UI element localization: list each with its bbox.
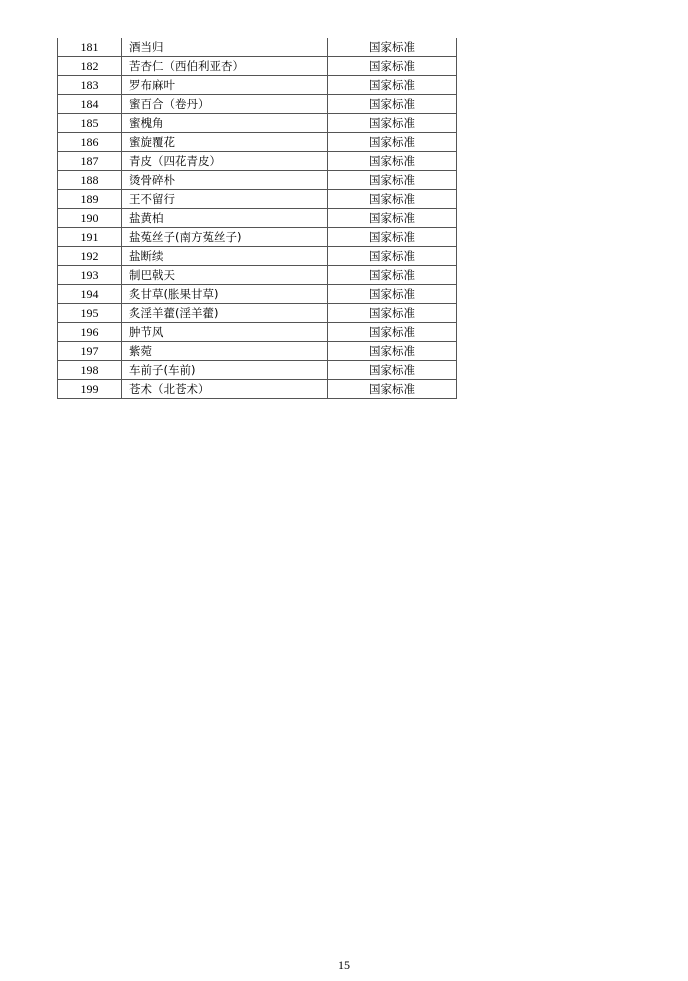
table-row bbox=[58, 304, 457, 323]
herb-name-cell: 蜜旋覆花 bbox=[122, 133, 328, 152]
standard-cell: 国家标准 bbox=[328, 171, 457, 190]
standard-cell: 国家标准 bbox=[328, 95, 457, 114]
standard-cell: 国家标准 bbox=[328, 380, 457, 399]
table-body bbox=[58, 38, 457, 399]
standard-cell: 国家标准 bbox=[328, 152, 457, 171]
table-row bbox=[58, 209, 457, 228]
standard-cell: 国家标准 bbox=[328, 342, 457, 361]
table-row bbox=[58, 285, 457, 304]
table-row bbox=[58, 342, 457, 361]
standard-cell: 国家标准 bbox=[328, 190, 457, 209]
row-number-cell: 193 bbox=[58, 266, 122, 285]
table-row bbox=[58, 190, 457, 209]
standard-cell: 国家标准 bbox=[328, 38, 457, 57]
row-number-cell: 187 bbox=[58, 152, 122, 171]
table-row bbox=[58, 247, 457, 266]
herb-name-cell: 炙淫羊藿(淫羊藿) bbox=[122, 304, 328, 323]
table-row bbox=[58, 380, 457, 399]
row-number-cell: 198 bbox=[58, 361, 122, 380]
row-number-cell: 188 bbox=[58, 171, 122, 190]
standard-cell: 国家标准 bbox=[328, 209, 457, 228]
row-number-cell: 184 bbox=[58, 95, 122, 114]
table-row bbox=[58, 57, 457, 76]
herb-name-cell: 苦杏仁（西伯利亚杏） bbox=[122, 57, 328, 76]
row-number-cell: 181 bbox=[58, 38, 122, 57]
row-number-cell: 194 bbox=[58, 285, 122, 304]
herb-name-cell: 车前子(车前) bbox=[122, 361, 328, 380]
table-row bbox=[58, 152, 457, 171]
standard-cell: 国家标准 bbox=[328, 266, 457, 285]
table-row bbox=[58, 228, 457, 247]
table-row bbox=[58, 171, 457, 190]
row-number-cell: 190 bbox=[58, 209, 122, 228]
row-number-cell: 195 bbox=[58, 304, 122, 323]
herb-name-cell: 紫菀 bbox=[122, 342, 328, 361]
herb-name-cell: 肿节风 bbox=[122, 323, 328, 342]
herb-name-cell: 盐断续 bbox=[122, 247, 328, 266]
row-number-cell: 185 bbox=[58, 114, 122, 133]
herb-name-cell: 罗布麻叶 bbox=[122, 76, 328, 95]
standard-cell: 国家标准 bbox=[328, 361, 457, 380]
herb-name-cell: 蜜百合（卷丹） bbox=[122, 95, 328, 114]
row-number-cell: 199 bbox=[58, 380, 122, 399]
herb-name-cell: 蜜槐角 bbox=[122, 114, 328, 133]
herb-name-cell: 制巴戟天 bbox=[122, 266, 328, 285]
standard-cell: 国家标准 bbox=[328, 304, 457, 323]
standard-cell: 国家标准 bbox=[328, 114, 457, 133]
herb-name-cell: 青皮（四花青皮） bbox=[122, 152, 328, 171]
herb-name-cell: 烫骨碎朴 bbox=[122, 171, 328, 190]
standard-cell: 国家标准 bbox=[328, 228, 457, 247]
table-row bbox=[58, 361, 457, 380]
standard-cell: 国家标准 bbox=[328, 247, 457, 266]
herb-name-cell: 炙甘草(胀果甘草) bbox=[122, 285, 328, 304]
standard-cell: 国家标准 bbox=[328, 323, 457, 342]
row-number-cell: 182 bbox=[58, 57, 122, 76]
row-number-cell: 191 bbox=[58, 228, 122, 247]
table-row bbox=[58, 323, 457, 342]
herb-standards-table bbox=[57, 38, 457, 399]
row-number-cell: 183 bbox=[58, 76, 122, 95]
table-row bbox=[58, 133, 457, 152]
herb-name-cell: 盐菟丝子(南方菟丝子) bbox=[122, 228, 328, 247]
standard-cell: 国家标准 bbox=[328, 57, 457, 76]
row-number-cell: 189 bbox=[58, 190, 122, 209]
herb-name-cell: 王不留行 bbox=[122, 190, 328, 209]
table-row bbox=[58, 95, 457, 114]
table-row bbox=[58, 114, 457, 133]
herb-name-cell: 盐黄柏 bbox=[122, 209, 328, 228]
standard-cell: 国家标准 bbox=[328, 76, 457, 95]
table-row bbox=[58, 76, 457, 95]
standard-cell: 国家标准 bbox=[328, 133, 457, 152]
page-number: 15 bbox=[338, 958, 350, 972]
row-number-cell: 197 bbox=[58, 342, 122, 361]
table-row bbox=[58, 266, 457, 285]
herb-name-cell: 酒当归 bbox=[122, 38, 328, 57]
row-number-cell: 186 bbox=[58, 133, 122, 152]
standard-cell: 国家标准 bbox=[328, 285, 457, 304]
row-number-cell: 196 bbox=[58, 323, 122, 342]
herb-name-cell: 苍术（北苍术） bbox=[122, 380, 328, 399]
table-row bbox=[58, 38, 457, 57]
row-number-cell: 192 bbox=[58, 247, 122, 266]
